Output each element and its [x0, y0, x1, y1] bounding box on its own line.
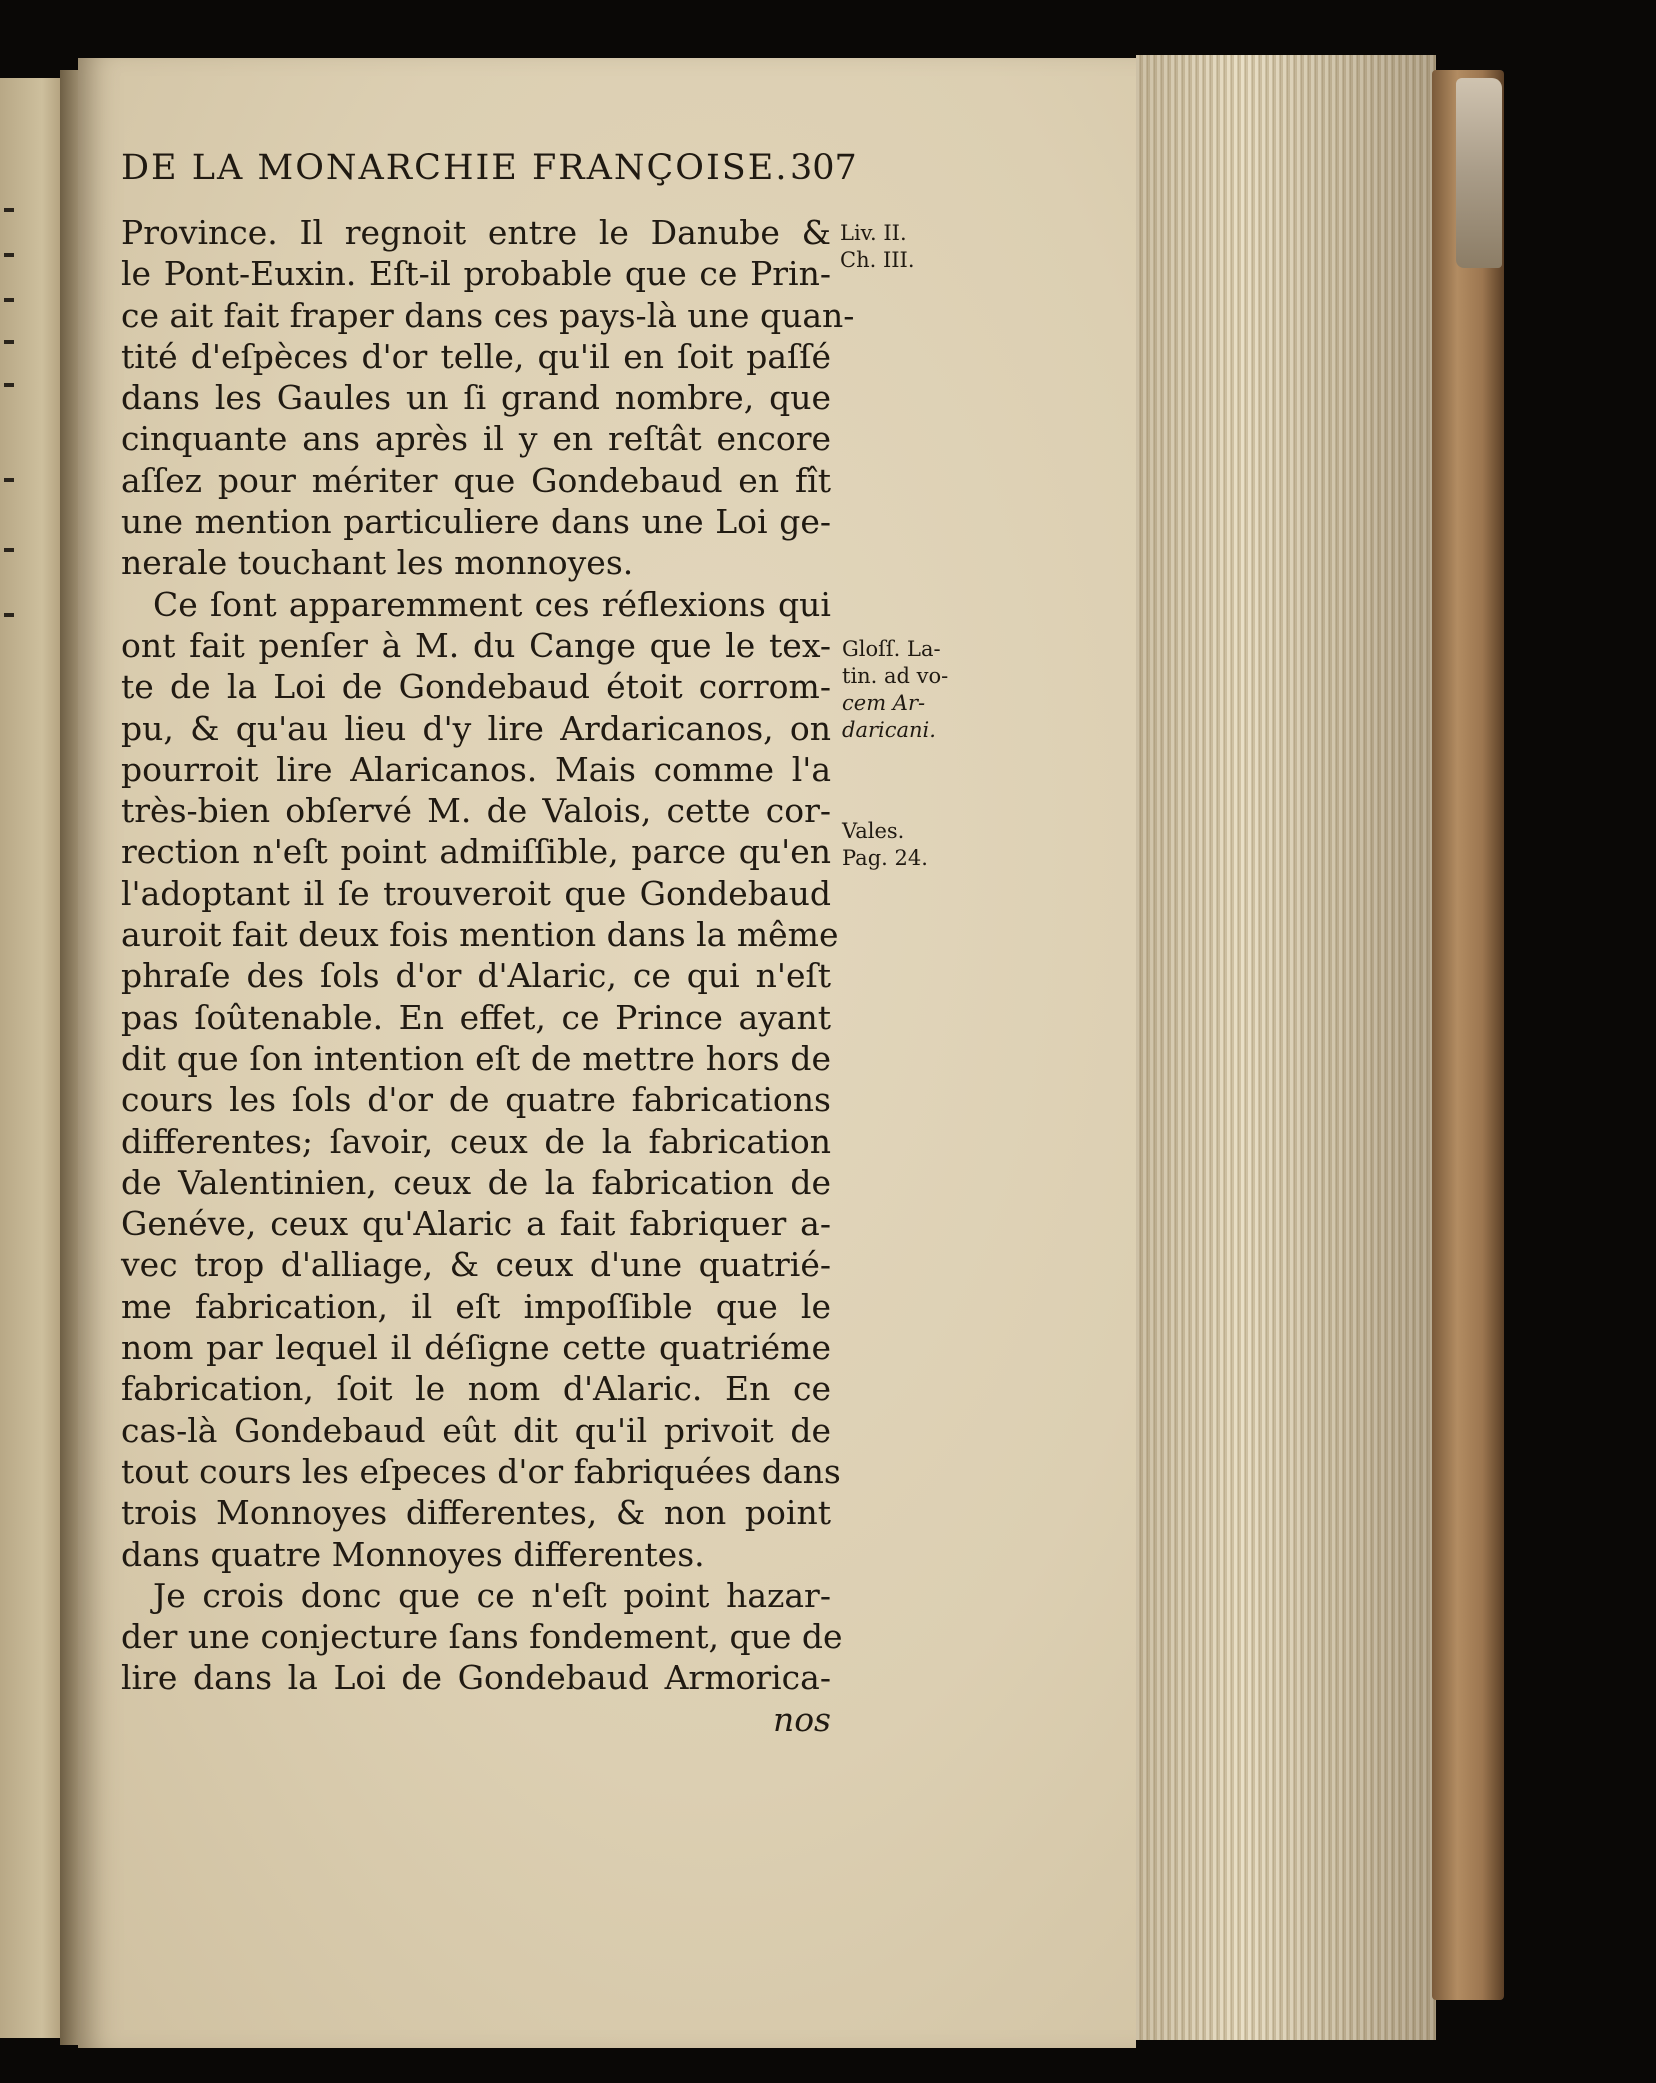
text-line: phraſe des ſols d'or d'Alaric, ce qui n'eſt: [121, 956, 831, 996]
text-line: le Pont-Euxin. Eſt-il probable que ce Prin-: [121, 254, 831, 294]
margin-note-line: Pag. 24.: [842, 846, 928, 870]
text-line: der une conjecture ſans fondement, que de: [121, 1617, 843, 1657]
margin-note-line: Vales.: [842, 819, 905, 843]
text-line: Ce ſont apparemment ces réflexions qui: [153, 584, 831, 624]
text-line: aſſez pour mériter que Gondebaud en fît: [121, 460, 831, 500]
text-line: tité d'eſpèces d'or telle, qu'il en ſoit paſſé: [121, 336, 831, 376]
text-line: pu, & qu'au lieu d'y lire Ardaricanos, on: [121, 708, 831, 748]
text-line: trois Monnoyes differentes, & non point: [121, 1493, 831, 1533]
leather-cover: [1432, 70, 1504, 2000]
text-line: une mention particuliere dans une Loi ge-: [121, 502, 831, 542]
text-line: fabrication, ſoit le nom d'Alaric. En ce: [121, 1369, 831, 1409]
page-number: 307: [790, 148, 857, 188]
margin-note-line: tin. ad vo-: [842, 664, 949, 688]
text-line: Je crois donc que ce n'eſt point hazar-: [153, 1575, 831, 1615]
text-line: nom par lequel il déſigne cette quatriéme: [121, 1328, 831, 1368]
running-head: DE LA MONARCHIE FRANÇOISE.: [121, 148, 789, 188]
text-line: nos: [772, 1699, 831, 1739]
text-line: très-bien obſervé M. de Valois, cette cor-: [121, 791, 831, 831]
page-block-shading: [1136, 55, 1436, 2040]
text-line: ce ait fait fraper dans ces pays-là une quan-: [121, 295, 855, 335]
text-line: auroit fait deux fois mention dans la même: [121, 915, 839, 955]
margin-note-glossary: [842, 636, 948, 744]
text-line: cinquante ans après il y en reſtât encore: [121, 419, 831, 459]
text-line: cas-là Gondebaud eût dit qu'il privoit de: [121, 1410, 831, 1450]
text-line: nerale touchant les monnoyes.: [121, 543, 634, 583]
text-line: de Valentinien, ceux de la fabrication de: [121, 1162, 831, 1202]
text-line: lire dans la Loi de Gondebaud Armorica-: [121, 1658, 831, 1698]
body-text: [121, 212, 855, 1740]
text-line: vec trop d'alliage, & ceux d'une quatrié-: [121, 1245, 831, 1285]
text-line: me fabrication, il eſt impoſſible que le: [121, 1286, 831, 1326]
cover-wear-patch: [1456, 78, 1502, 268]
text-line: rection n'eſt point admiſſible, parce qu'en: [121, 832, 831, 872]
margin-note-line: Liv. II.: [840, 221, 907, 245]
text-line: Genéve, ceux qu'Alaric a fait fabriquer a-: [121, 1204, 831, 1244]
text-line: dit que ſon intention eſt de mettre hors de: [121, 1038, 831, 1078]
text-line: pourroit lire Alaricanos. Mais comme l'a: [121, 749, 831, 789]
text-line: dans les Gaules un ſi grand nombre, que: [121, 378, 831, 418]
text-line: cours les ſols d'or de quatre fabrications: [121, 1080, 831, 1120]
margin-note-line: cem Ar-: [842, 691, 926, 715]
margin-note-vales: [842, 818, 928, 872]
margin-note-book-chapter: [840, 220, 915, 274]
text-line: Province. Il regnoit entre le Danube &: [121, 213, 831, 252]
text-line: pas ſoûtenable. En effet, ce Prince ayant: [121, 997, 831, 1037]
text-line: l'adoptant il ſe trouveroit que Gondebaud: [121, 873, 831, 913]
margin-note-line: daricani.: [842, 718, 936, 742]
margin-note-line: Ch. III.: [840, 248, 915, 272]
text-line: differentes; ſavoir, ceux de la fabrication: [121, 1121, 831, 1161]
margin-note-line: Gloſſ. La-: [842, 637, 941, 661]
text-line: tout cours les eſpeces d'or fabriquées dans: [121, 1451, 841, 1491]
text-line: dans quatre Monnoyes differentes.: [121, 1534, 705, 1574]
text-line: ont fait penſer à M. du Cange que le tex-: [121, 625, 831, 665]
text-line: te de la Loi de Gondebaud étoit corrom-: [121, 667, 831, 707]
